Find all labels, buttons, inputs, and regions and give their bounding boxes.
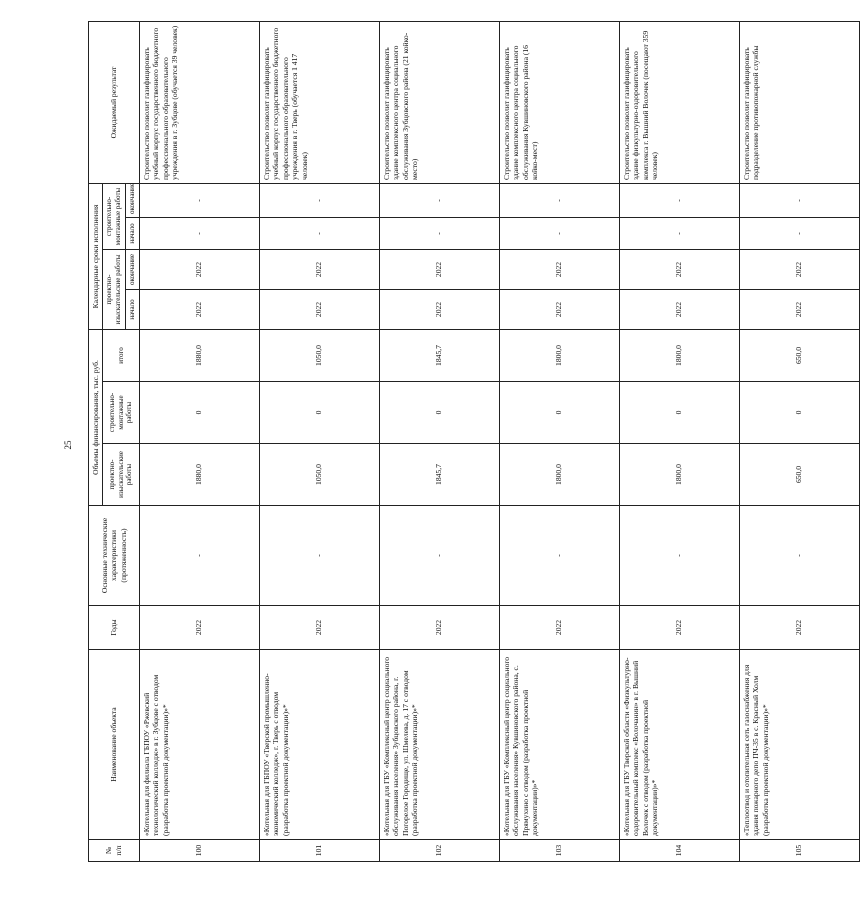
row-design-start: 2022 [379, 289, 499, 329]
table-row [499, 21, 619, 861]
objects-table [88, 21, 860, 862]
header-schedule: Календарные сроки исполнения [89, 183, 103, 329]
header-financing: Объемы финансирования, тыс. руб. [89, 329, 103, 505]
row-years: 2022 [379, 606, 499, 650]
row-fin-design: 1800,0 [619, 444, 739, 506]
header-name: Наименование объекта [89, 650, 140, 840]
row-years: 2022 [619, 606, 739, 650]
row-characteristics: - [139, 506, 259, 606]
row-characteristics: - [379, 506, 499, 606]
row-result: Строительство позволит газифицировать здание комплексного центра социального обслуживания Зубцовского района (21 койко-место) [379, 21, 499, 183]
row-result: Строительство позволит газифицировать учебный корпус государственного бюджетного профессионального образовательного учреждения в г. Зубцове (обучается 39 человек) [139, 21, 259, 183]
row-fin-construction: 0 [739, 382, 859, 444]
row-fin-total: 1845,7 [379, 329, 499, 381]
row-fin-construction: 0 [619, 382, 739, 444]
row-years: 2022 [139, 606, 259, 650]
row-num: 104 [619, 840, 739, 862]
row-fin-design: 1800,0 [499, 444, 619, 506]
row-fin-construction: 0 [259, 382, 379, 444]
row-design-end: 2022 [139, 249, 259, 289]
row-cons-start: - [499, 217, 619, 249]
row-fin-construction: 0 [379, 382, 499, 444]
header-cons-start: начало [125, 217, 139, 249]
table-row [259, 21, 379, 861]
row-name: «Котельная для ГБУ «Комплексный центр социального обслуживания населения» Кувшиновского района, с. Прямухино с отводом (разработка проектной документации)»* [499, 650, 619, 840]
row-years: 2022 [739, 606, 859, 650]
row-result: Строительство позволит газифицировать здание комплексного центра социального обслуживания Кувшиновского района (16 койко-мест) [499, 21, 619, 183]
row-name: «Котельная для филиала ГБПОУ «Ржевский технологический колледж» в г. Зубцове с отводом (разработка проектной документации)»* [139, 650, 259, 840]
row-fin-total: 1050,0 [259, 329, 379, 381]
table-row [739, 21, 859, 861]
header-cons-end: окончание [125, 183, 139, 217]
row-result: Строительство позволит газифицировать здание физкультурно-оздоровительного комплекса г. Вышний Волочек (посещают 359 человек) [619, 21, 739, 183]
row-characteristics: - [499, 506, 619, 606]
row-design-end: 2022 [259, 249, 379, 289]
row-fin-construction: 0 [139, 382, 259, 444]
row-result: Строительство позволит газифицировать подразделение противопожарной службы [739, 21, 859, 183]
row-cons-start: - [379, 217, 499, 249]
header-sched-design: проектно-изыскательские работы [103, 249, 126, 329]
table-body [139, 21, 859, 861]
row-cons-end: - [379, 183, 499, 217]
row-fin-total: 650,0 [739, 329, 859, 381]
row-characteristics: - [619, 506, 739, 606]
header-fin-total: итого [103, 329, 139, 381]
rotated-table-sheet [88, 22, 804, 862]
row-cons-end: - [139, 183, 259, 217]
row-fin-design: 1050,0 [259, 444, 379, 506]
row-num: 103 [499, 840, 619, 862]
header-design-start: начало [125, 289, 139, 329]
page-number: 25 [63, 440, 73, 450]
row-design-start: 2022 [259, 289, 379, 329]
header-design-end: окончание [125, 249, 139, 289]
table-row [379, 21, 499, 861]
row-num: 101 [259, 840, 379, 862]
row-characteristics: - [259, 506, 379, 606]
row-fin-construction: 0 [499, 382, 619, 444]
row-years: 2022 [259, 606, 379, 650]
row-design-start: 2022 [619, 289, 739, 329]
row-cons-start: - [259, 217, 379, 249]
header-fin-construction: строительно-монтажные работы [103, 382, 139, 444]
row-name: «Теплоотвод и отопительная сеть газоснабжения для здания пожарного депо ПЧ-35 в с. Красный Холм (разработка проектной документации)»* [739, 650, 859, 840]
row-result: Строительство позволит газифицировать учебный корпус государственного бюджетного профессионального образовательного учреждения в г. Тверь (обучается 1 417 человек) [259, 21, 379, 183]
row-cons-end: - [619, 183, 739, 217]
header-sched-construction: строительно-монтажные работы [103, 183, 126, 249]
row-design-end: 2022 [619, 249, 739, 289]
row-design-start: 2022 [139, 289, 259, 329]
row-design-end: 2022 [499, 249, 619, 289]
row-cons-end: - [259, 183, 379, 217]
row-design-end: 2022 [379, 249, 499, 289]
row-cons-end: - [499, 183, 619, 217]
row-fin-total: 1800,0 [499, 329, 619, 381]
row-name: «Котельная для ГБУ Тверской области «Физкультурно-оздоровительный комплекс «Волочанин» в г. Вышний Волочек с отводом (разработка проектной документации)»* [619, 650, 739, 840]
row-num: 105 [739, 840, 859, 862]
row-cons-start: - [619, 217, 739, 249]
table-row [139, 21, 259, 861]
row-num: 100 [139, 840, 259, 862]
row-cons-end: - [739, 183, 859, 217]
header-characteristics: Основные технические характеристики (протяженность) [89, 506, 140, 606]
row-cons-start: - [139, 217, 259, 249]
row-fin-design: 650,0 [739, 444, 859, 506]
row-fin-total: 1880,0 [139, 329, 259, 381]
header-years: Годы [89, 606, 140, 650]
row-design-start: 2022 [739, 289, 859, 329]
row-design-start: 2022 [499, 289, 619, 329]
header-fin-design: проектно-изыскательские работы [103, 444, 139, 506]
row-design-end: 2022 [739, 249, 859, 289]
row-name: «Котельная для ГБПОУ «Тверской промышленно-экономический колледж», г. Тверь с отводом (разработка проектной документации)»* [259, 650, 379, 840]
row-fin-total: 1800,0 [619, 329, 739, 381]
header-num: № п/п [89, 840, 140, 862]
row-fin-design: 1845,7 [379, 444, 499, 506]
row-years: 2022 [499, 606, 619, 650]
row-characteristics: - [739, 506, 859, 606]
row-fin-design: 1880,0 [139, 444, 259, 506]
row-name: «Котельная для ГБУ «Комплексный центр социального обслуживания населения» Зубцовского района, г. Погорелое Городище, ул. Шмелева, д. 17 с отводом (разработка проектной документации)»* [379, 650, 499, 840]
table-row [619, 21, 739, 861]
row-cons-start: - [739, 217, 859, 249]
row-num: 102 [379, 840, 499, 862]
header-result: Ожидаемый результат [89, 21, 140, 183]
